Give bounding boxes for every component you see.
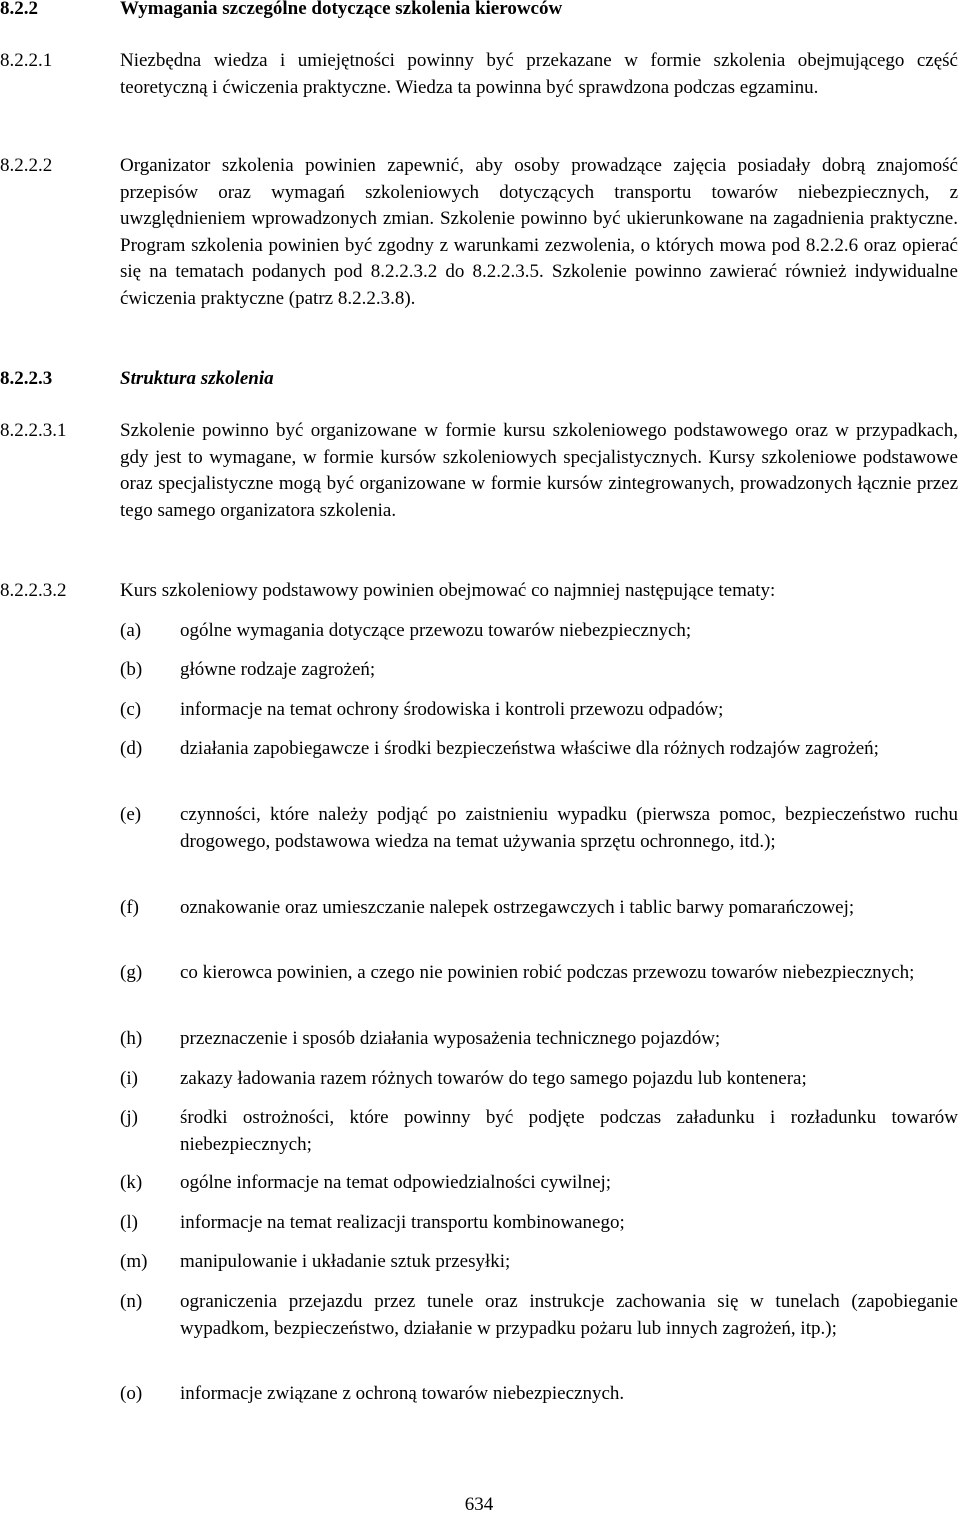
list-item-label: (n)	[120, 1291, 143, 1312]
list-item-text: ogólne informacje na temat odpowiedzialności cywilnej;	[180, 1172, 612, 1193]
heading-title: Wymagania szczególne dotyczące szkolenia kierowców	[120, 0, 563, 19]
list-item-text: informacje na temat ochrony środowiska i kontroli przewozu odpadów;	[180, 699, 724, 720]
list-item-h	[0, 1026, 958, 1053]
list-item-i	[0, 1066, 958, 1093]
list-item-m	[0, 1249, 958, 1276]
heading-number: 8.2.2.3	[0, 368, 53, 389]
list-item-text: ograniczenia przejazdu przez tunele oraz instrukcje zachowania się w tunelach (zapobieganie wypadkom, bezpieczeństwo, działanie w przypadku pożaru lub innych zagrożeń, itp.);	[180, 1291, 958, 1339]
list-item-text: środki ostrożności, które powinny być podjęte podczas załadunku i rozładunku towarów niebezpiecznych;	[180, 1107, 958, 1155]
list-item-text: co kierowca powinien, a czego nie powinien robić podczas przewozu towarów niebezpiecznych;	[180, 962, 915, 983]
list-item-o	[0, 1381, 958, 1408]
list-item-b	[0, 657, 958, 684]
paragraph-text: Organizator szkolenia powinien zapewnić, aby osoby prowadzące zajęcia posiadały dobrą znajomość przepisów oraz wymagań szkoleniowych dotyczących transportu towarów niebezpiecznych, z uwzględnieniem wprowadzonych zmian. Szkolenie powinno być ukierunkowane na zagadnienia praktyczne. Program szkolenia powinien być zgodny z warunkami zezwolenia, o których mowa pod 8.2.2.6 oraz opierać się na tematach podanych pod 8.2.2.3.2 do 8.2.2.3.5. Szkolenie powinno zawierać również indywidualne ćwiczenia praktyczne (patrz 8.2.2.3.8).	[120, 155, 958, 309]
list-item-label: (i)	[120, 1068, 138, 1089]
list-item-label: (o)	[120, 1383, 143, 1404]
list-item-text: ogólne wymagania dotyczące przewozu towarów niebezpiecznych;	[180, 620, 692, 641]
list-item-label: (k)	[120, 1172, 143, 1193]
paragraph-intro: Kurs szkoleniowy podstawowy powinien obejmować co najmniej następujące tematy:	[120, 580, 776, 601]
paragraph-number: 8.2.2.2	[0, 155, 53, 176]
heading-number: 8.2.2	[0, 0, 38, 19]
list-item-text: czynności, które należy podjąć po zaistnieniu wypadku (pierwsza pomoc, bezpieczeństwo ruchu drogowego, podstawowa wiedza na temat używania sprzętu ochronnego, itd.);	[180, 804, 958, 852]
heading-title: Struktura szkolenia	[120, 368, 274, 389]
list-item-a	[0, 618, 958, 645]
list-item-text: działania zapobiegawcze i środki bezpieczeństwa właściwe dla różnych rodzajów zagrożeń;	[180, 738, 879, 759]
list-item-label: (d)	[120, 738, 143, 759]
list-item-text: oznakowanie oraz umieszczanie nalepek ostrzegawczych i tablic barwy pomarańczowej;	[180, 897, 855, 918]
list-item-label: (h)	[120, 1028, 143, 1049]
list-item-text: przeznaczenie i sposób działania wyposażenia technicznego pojazdów;	[180, 1028, 721, 1049]
list-item-n	[0, 1289, 958, 1342]
list-item-text: główne rodzaje zagrożeń;	[180, 659, 376, 680]
paragraph-8221	[0, 48, 958, 101]
list-item-text: informacje związane z ochroną towarów niebezpiecznych.	[180, 1383, 625, 1404]
list-item-label: (b)	[120, 659, 143, 680]
list-item-label: (e)	[120, 804, 142, 825]
paragraph-text: Szkolenie powinno być organizowane w formie kursu szkoleniowego podstawowego oraz w przypadkach, gdy jest to wymagane, w formie kursów szkoleniowych specjalistycznych. Kursy szkoleniowe podstawowe oraz specjalistyczne mogą być organizowane w formie kursów zintegrowanych, prowadzonych łącznie przez tego samego organizatora szkolenia.	[120, 420, 958, 521]
list-item-f	[0, 895, 958, 922]
paragraph-number: 8.2.2.3.1	[0, 420, 67, 441]
list-item-text: zakazy ładowania razem różnych towarów do tego samego pojazdu lub kontenera;	[180, 1068, 807, 1089]
list-item-label: (l)	[120, 1212, 138, 1233]
list-item-label: (m)	[120, 1251, 148, 1272]
list-item-label: (j)	[120, 1107, 138, 1128]
list-item-e	[0, 802, 958, 855]
list-item-label: (c)	[120, 699, 142, 720]
paragraph-82232	[0, 578, 958, 605]
section-heading-822	[0, 0, 958, 23]
list-item-c	[0, 697, 958, 724]
list-item-j	[0, 1105, 958, 1158]
page-number: 634	[464, 1494, 494, 1515]
paragraph-number: 8.2.2.3.2	[0, 580, 67, 601]
list-item-l	[0, 1210, 958, 1237]
paragraph-text: Niezbędna wiedza i umiejętności powinny być przekazane w formie szkolenia obejmującego część teoretyczną i ćwiczenia praktyczne. Wiedza ta powinna być sprawdzona podczas egzaminu.	[120, 50, 958, 98]
section-heading-8223	[0, 366, 958, 393]
paragraph-number: 8.2.2.1	[0, 50, 53, 71]
paragraph-82231	[0, 418, 958, 524]
list-item-label: (f)	[120, 897, 139, 918]
list-item-label: (g)	[120, 962, 143, 983]
list-item-g	[0, 960, 958, 987]
list-item-text: informacje na temat realizacji transportu kombinowanego;	[180, 1212, 625, 1233]
list-item-d	[0, 736, 958, 763]
list-item-label: (a)	[120, 620, 142, 641]
list-item-k	[0, 1170, 958, 1197]
list-item-text: manipulowanie i układanie sztuk przesyłki;	[180, 1251, 511, 1272]
paragraph-8222	[0, 153, 958, 312]
